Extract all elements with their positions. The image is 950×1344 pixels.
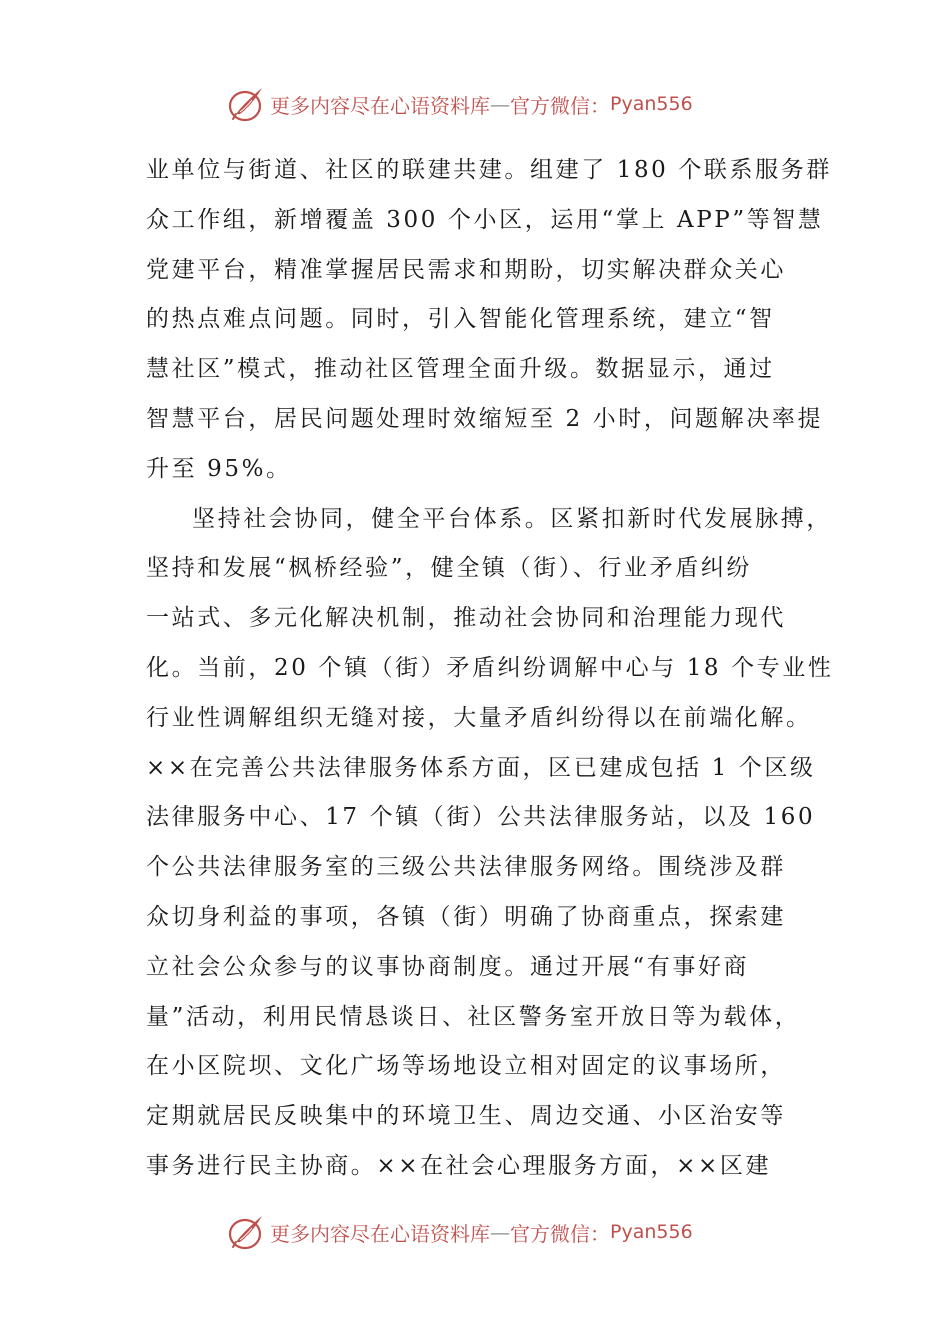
banner-label: 官方微信：	[510, 93, 610, 118]
quill-pen-logo-icon	[226, 1212, 266, 1252]
text-line: 坚持和发展“枫桥经验”，健全镇（街）、行业矛盾纠纷	[146, 555, 753, 582]
text-line: 智慧平台，居民问题处理时效缩短至 2 小时，问题解决率提	[146, 405, 824, 432]
banner-account: Pyan556	[610, 93, 693, 115]
text-line: 行业性调解组织无缝对接，大量矛盾纠纷得以在前端化解。	[146, 704, 812, 731]
header-banner	[226, 84, 693, 124]
banner-separator: —	[490, 1220, 510, 1244]
text-line: 一站式、多元化解决机制，推动社会协同和治理能力现代	[146, 605, 786, 632]
text-line: 立社会公众参与的议事协商制度。通过开展“有事好商	[146, 953, 750, 980]
text-line: 业单位与街道、社区的联建共建。组建了 180 个联系服务群	[146, 157, 832, 183]
banner-text: 更多内容尽在心语资料库	[270, 1221, 490, 1246]
text-line: 定期就居民反映集中的环境卫生、周边交通、小区治安等	[146, 1103, 786, 1130]
text-line: 的热点难点问题。同时，引入智能化管理系统，建立“智	[146, 306, 775, 333]
text-line: 众工作组，新增覆盖 300 个小区，运用“掌上 APP”等智慧	[146, 206, 824, 233]
banner-text: 更多内容尽在心语资料库	[270, 93, 490, 118]
banner-label: 官方微信：	[510, 1221, 610, 1246]
quill-pen-logo-icon	[226, 84, 266, 124]
text-line: 法律服务中心、17 个镇（街）公共法律服务站，以及 160	[146, 804, 816, 831]
paragraph	[146, 495, 834, 1192]
banner-separator: —	[490, 92, 510, 116]
text-line: 升至 95%。	[146, 455, 292, 482]
text-line: 在小区院坝、文化广场等场地设立相对固定的议事场所，	[146, 1053, 786, 1080]
text-line: ××在完善公共法律服务体系方面，区已建成包括 1 个区级	[146, 754, 816, 781]
text-line: 个公共法律服务室的三级公共法律服务网络。围绕涉及群	[146, 854, 786, 881]
text-line: 众切身利益的事项，各镇（街）明确了协商重点，探索建	[146, 903, 786, 930]
text-line: 党建平台，精准掌握居民需求和期盼，切实解决群众关心	[146, 256, 786, 283]
paragraph	[146, 146, 832, 495]
footer-banner	[226, 1212, 693, 1252]
text-line: 化。当前，20 个镇（街）矛盾纠纷调解中心与 18 个专业性	[146, 654, 834, 681]
text-line: 慧社区”模式，推动社区管理全面升级。数据显示，通过	[146, 356, 775, 383]
text-line: 坚持社会协同，健全平台体系。区紧扣新时代发展脉搏，	[192, 505, 832, 532]
document-body	[146, 146, 834, 1192]
banner-account: Pyan556	[610, 1221, 693, 1243]
text-line: 事务进行民主协商。××在社会心理服务方面，××区建	[146, 1152, 772, 1179]
text-line: 量”活动，利用民情恳谈日、社区警务室开放日等为载体，	[146, 1003, 801, 1030]
